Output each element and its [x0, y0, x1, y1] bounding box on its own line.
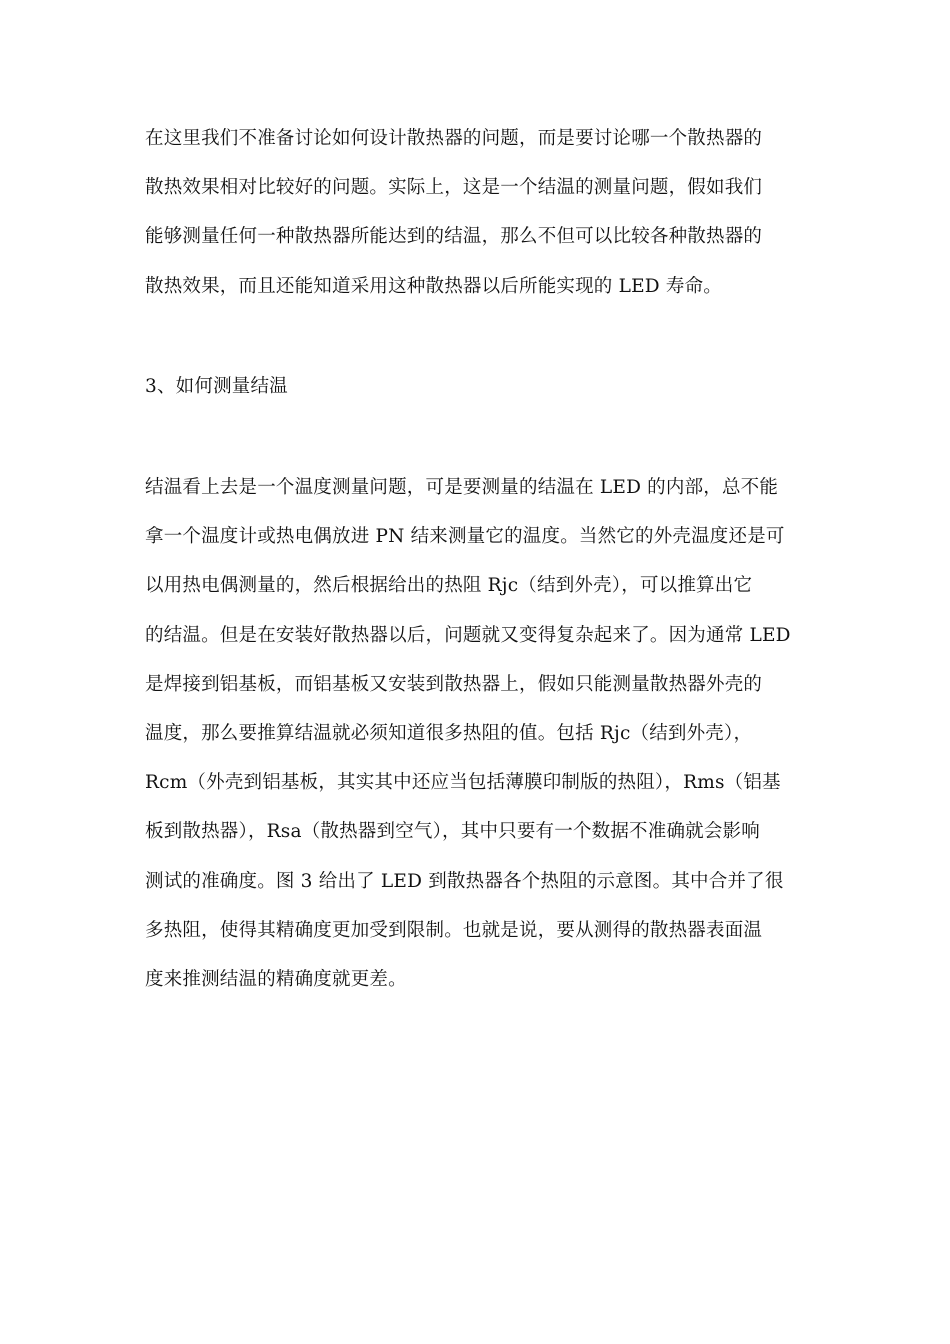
section-heading-block — [145, 362, 810, 411]
paragraph-line: 多热阻，使得其精确度更加受到限制。也就是说，要从测得的散热器表面温 — [145, 919, 763, 941]
paragraph-line: 能够测量任何一种散热器所能达到的结温，那么不但可以比较各种散热器的 — [145, 226, 763, 248]
paragraph-line: 测试的准确度。图 3 给出了 LED 到散热器各个热阻的示意图。其中合并了很 — [145, 870, 784, 892]
paragraph-line: 在这里我们不准备讨论如何设计散热器的问题，而是要讨论哪一个散热器的 — [145, 128, 763, 149]
paragraph-line: 的结温。但是在安装好散热器以后，问题就又变得复杂起来了。因为通常 LED — [145, 624, 791, 646]
paragraph-line: 板到散热器），Rsa（散热器到空气），其中只要有一个数据不准确就会影响 — [145, 821, 760, 843]
paragraph-line: 结温看上去是一个温度测量问题，可是要测量的结温在 LED 的内部，总不能 — [145, 477, 779, 498]
paragraph-line: 以用热电偶测量的，然后根据给出的热阻 Rjc（结到外壳），可以推算出它 — [145, 575, 753, 597]
paragraph-line: 散热效果相对比较好的问题。实际上，这是一个结温的测量问题，假如我们 — [145, 177, 763, 199]
paragraph-line: Rcm（外壳到铝基板，其实其中还应当包括薄膜印制版的热阻），Rms（铝基 — [145, 772, 781, 794]
paragraph-line: 温度，那么要推算结温就必须知道很多热阻的值。包括 Rjc（结到外壳）， — [145, 722, 753, 744]
paragraph-line: 拿一个温度计或热电偶放进 PN 结来测量它的温度。当然它的外壳温度还是可 — [145, 526, 785, 548]
paragraph-line: 度来推测结温的精确度就更差。 — [145, 968, 407, 990]
paragraph-line: 散热效果，而且还能知道采用这种散热器以后所能实现的 LED 寿命。 — [145, 275, 722, 297]
paragraph-heatsink-comparison — [145, 114, 810, 311]
paragraph-line: 是焊接到铝基板，而铝基板又安装到散热器上，假如只能测量散热器外壳的 — [145, 673, 763, 695]
section-heading: 3、如何测量结温 — [145, 376, 288, 397]
paragraph-junction-temperature — [145, 463, 810, 1004]
